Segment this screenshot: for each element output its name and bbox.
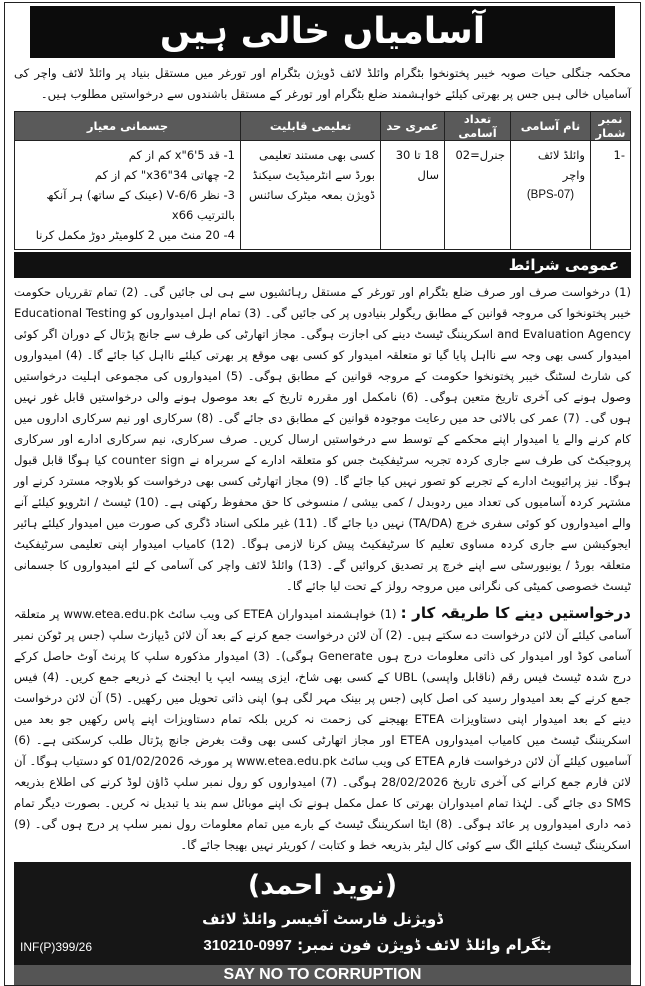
officer-designation: ڈویژنل فارسٹ آفیسر وائلڈ لائف xyxy=(202,910,443,928)
officer-name: (نوید احمد) xyxy=(247,870,398,901)
ad-reference: INF(P)399/26 xyxy=(20,940,93,954)
general-conditions-text: (1) درخواست صرف اور صرف ضلع بٹگرام اور تورغر کے مستقل رہائشیوں سے ہی لی جائیں گی۔ (2) تمام تقرریاں حکومت خیبر پختونخوا کی مروجہ قوانین کے مطابق ریگولر بنیادوں پر کی جائیں گی۔ (3) تمام اہل امیدواروں کو Educational Testing and Evaluation Agency اسکریننگ ٹیسٹ دینے کی اجازت ہوگی۔ مجاز اتھارٹی کی طرف سے جانچ پڑتال کے دوران اگر کوئی امیدوار کسی بھی وجہ سے نااہل پایا گیا تو متعلقہ امیدوار کو کسی بھی موقع پر بھرتی کیلئے نااہل کیا جائے گا۔ (4) امیدواروں کی شارٹ لسٹنگ خیبر پختونخوا حکومت کے مروجہ قوانین کے مطابق ہوگی۔ (5) امیدواروں کی مجموعی اہلیت درخواستیں وصول ہونے کی آخری تاریخ متعین ہوگی۔ (6) نامکمل اور مقررہ تاریخ کے بعد موصول ہونے والی درخواستیں قابل غور نہیں ہوں گی۔ (7) عمر کی بالائی حد میں رعایت موجودہ قوانین کے مطابق دی جائے گی۔ (8) سرکاری اور نیم سرکاری اداروں میں کام کرنے والے یا امیدوار اپنے محکمے کے توسط سے درخواستیں ارسال کریں۔ صرف سرکاری، نیم سرکاری ادارے اور سرکاری پروجیکٹ کی طرف سے جاری کردہ تجربہ سرٹیفکیٹ جس کو متعلقہ ادارے کے سربراہ نے counter sign کیا ہوگا قابل قبول ہوگا۔ نیز پرائیویٹ ادارے کے تجربے کو تصور نہیں کیا جائے گا۔ (9) مجاز اتھارٹی کسی بھی درخواست کو بلاوجہ مسترد کرنے اور مشتہر کردہ آسامیوں کی تعداد میں ردوبدل / کمی بیشی / منسوخی کا حق محفوظ رکھتی ہے۔ (10) ٹیسٹ / انٹرویو کیلئے آنے والے امیدواروں کو کوئی سفری خرچ (TA/DA) نہیں دیا جائے گا۔ (11) غیر ملکی اسناد ڈگری کی صورت میں امیدوار کیلئے ہائیر ایجوکیشن سے جاری کردہ مساوی تعلیم کا سرٹیفکیٹ پیش کرنا لازمی ہوگا۔ (12) کامیاب امیدوار اپنی تعلیمی سرٹیفکیٹ متعلقہ بورڈ / یونیورسٹی سے اپنے خرچ پر تصدیق کروائیں گے۔ (13) وائلڈ لائف واچر کی آسامی کے لئے امیدواروں کا جسمانی ٹیسٹ خصوصی کمیٹی کی نگرانی میں مروجہ رولز کے تحت لیا جائے گا۔ xyxy=(14,285,632,593)
ad-title: آسامیاں خالی ہیں xyxy=(30,6,615,58)
post-name: وائلڈ لائف واچر xyxy=(537,148,585,182)
signature-block xyxy=(14,862,631,965)
header-post: نام آسامی xyxy=(511,112,591,141)
physical-item: 1- قد 5'6"x کم از کم xyxy=(128,148,235,162)
apply-heading: درخواستیں دینے کا طریقہ کار : xyxy=(400,604,631,622)
header-qualification: تعلیمی قابلیت xyxy=(241,112,381,141)
advertisement xyxy=(4,2,641,986)
table-row xyxy=(15,141,631,250)
physical-item: 4- 20 منٹ میں 2 کلومیٹر دوڑ مکمل کرنا xyxy=(35,228,235,242)
vacancy-table xyxy=(14,111,631,250)
table-header-row xyxy=(15,112,631,141)
post-bps: (BPS-07) xyxy=(526,189,575,201)
apply-section xyxy=(14,603,631,856)
cell-qualification: کسی بھی مستند تعلیمی بورڈ سے انٹرمیڈیٹ سیکنڈ ڈویژن بمعہ میٹرک سائنس xyxy=(241,141,381,250)
cell-count: جنرل=02 xyxy=(445,141,511,250)
cell-age: 18 تا 30 سال xyxy=(381,141,445,250)
office-phone-line xyxy=(14,934,631,957)
cell-sno: -1 xyxy=(591,141,631,250)
header-physical: جسمانی معیار xyxy=(15,112,241,141)
cell-physical xyxy=(15,141,241,250)
header-sno: نمبر شمار xyxy=(591,112,631,141)
anti-corruption-slogan: SAY NO TO CORRUPTION xyxy=(14,965,631,985)
header-count: تعداد آسامی xyxy=(445,112,511,141)
phone-number: 0997-310210 xyxy=(203,937,292,954)
intro-text: محکمہ جنگلی حیات صوبہ خیبر پختونخوا بٹگرام وائلڈ لائف ڈویژن بٹگرام اور تورغر میں مستقل بنیاد پر وائلڈ لائف واچر کی آسامیاں خالی ہیں جس پر بھرتی کیلئے خواہشمند ضلع بٹگرام اور تورغر کے مستقل باشندوں سے درخواستیں مطلوب ہیں۔ xyxy=(14,66,631,101)
office-label: بٹگرام وائلڈ لائف ڈویژن فون نمبر: xyxy=(297,936,552,954)
general-conditions-heading: عمومی شرائط xyxy=(14,252,631,278)
cell-post xyxy=(511,141,591,250)
apply-text: (1) خواہشمند امیدواران ETEA کی ویب سائٹ www.etea.edu.pk پر متعلقہ آسامی کیلئے آن لائن درخواست دے سکتے ہیں۔ (2) آن لائن درخواست جمع کرنے کے بعد آن لائن ڈیپازٹ سلپ (جس پر ٹوکن نمبر آسامی کوڈ اور امیدوار کی ذاتی معلومات درج ہوں Generate ہوگی)۔ (3) امیدوار مذکورہ سلپ کا پرنٹ آوٹ حاصل کرکے درج شدہ ٹیسٹ فیس رقم (ناقابل واپسی) UBL کے کسی بھی شاخ، ایزی پیسہ ایپ یا ایجنٹ کے ذریعے جمع کریں۔ (4) فیس جمع کرنے کے بعد امیدوار رسید کی اصل کاپی (جس پر بینک مہر لگی ہو) اپنی ذاتی تحویل میں رکھیں۔ (5) آن لائن درخواست دینے کے بعد امیدوار اپنی دستاویزات ETEA بھیجنے کی زحمت نہ کریں بلکہ تمام دستاویزات اپنے پاس رکھیں جو بعد میں اسکریننگ ٹیسٹ میں کامیاب امیدواروں ETEA اور مجاز اتھارٹی کسی بھی وقت بغرض جانچ پڑتال طلب کرسکتی ہے۔ (6) آسامیوں کیلئے آن لائن درخواست فارم ETEA کی ویب سائٹ www.etea.edu.pk پر مورخہ 01/02/2026 کو دستیاب ہوگا۔ آن لائن فارم جمع کرانے کی آخری تاریخ 28/02/2026 ہوگی۔ (7) امیدواروں کو رول نمبر سلپ ڈاؤن لوڈ کرنے کی اطلاع بذریعہ SMS دی جائے گی۔ لہٰذا تمام امیدواران بھرتی کا عمل مکمل ہونے تک اپنے موبائل سم بند یا تبدیل نہ کریں۔ بصورت دیگر تمام ذمہ داری امیدواروں پر عائد ہوگی۔ (8) ایٹا اسکریننگ ٹیسٹ کے بارے میں تمام معلومات رول نمبر سلپ پر درج ہوں گی۔ (9) اسکریننگ ٹیسٹ کیلئے الگ سے کوئی کال لیٹر بذریعہ خط و کتابت / کوریئر نہیں بھیجا جائے گا۔ xyxy=(14,607,632,852)
physical-item: 2- چھاتی 34"x36" کم از کم xyxy=(94,168,235,182)
header-age: عمری حد xyxy=(381,112,445,141)
physical-item: 3- نظر 6/6-V (عینک کے ساتھ) ہر آنکھ بالترتیب x66 xyxy=(46,188,235,222)
